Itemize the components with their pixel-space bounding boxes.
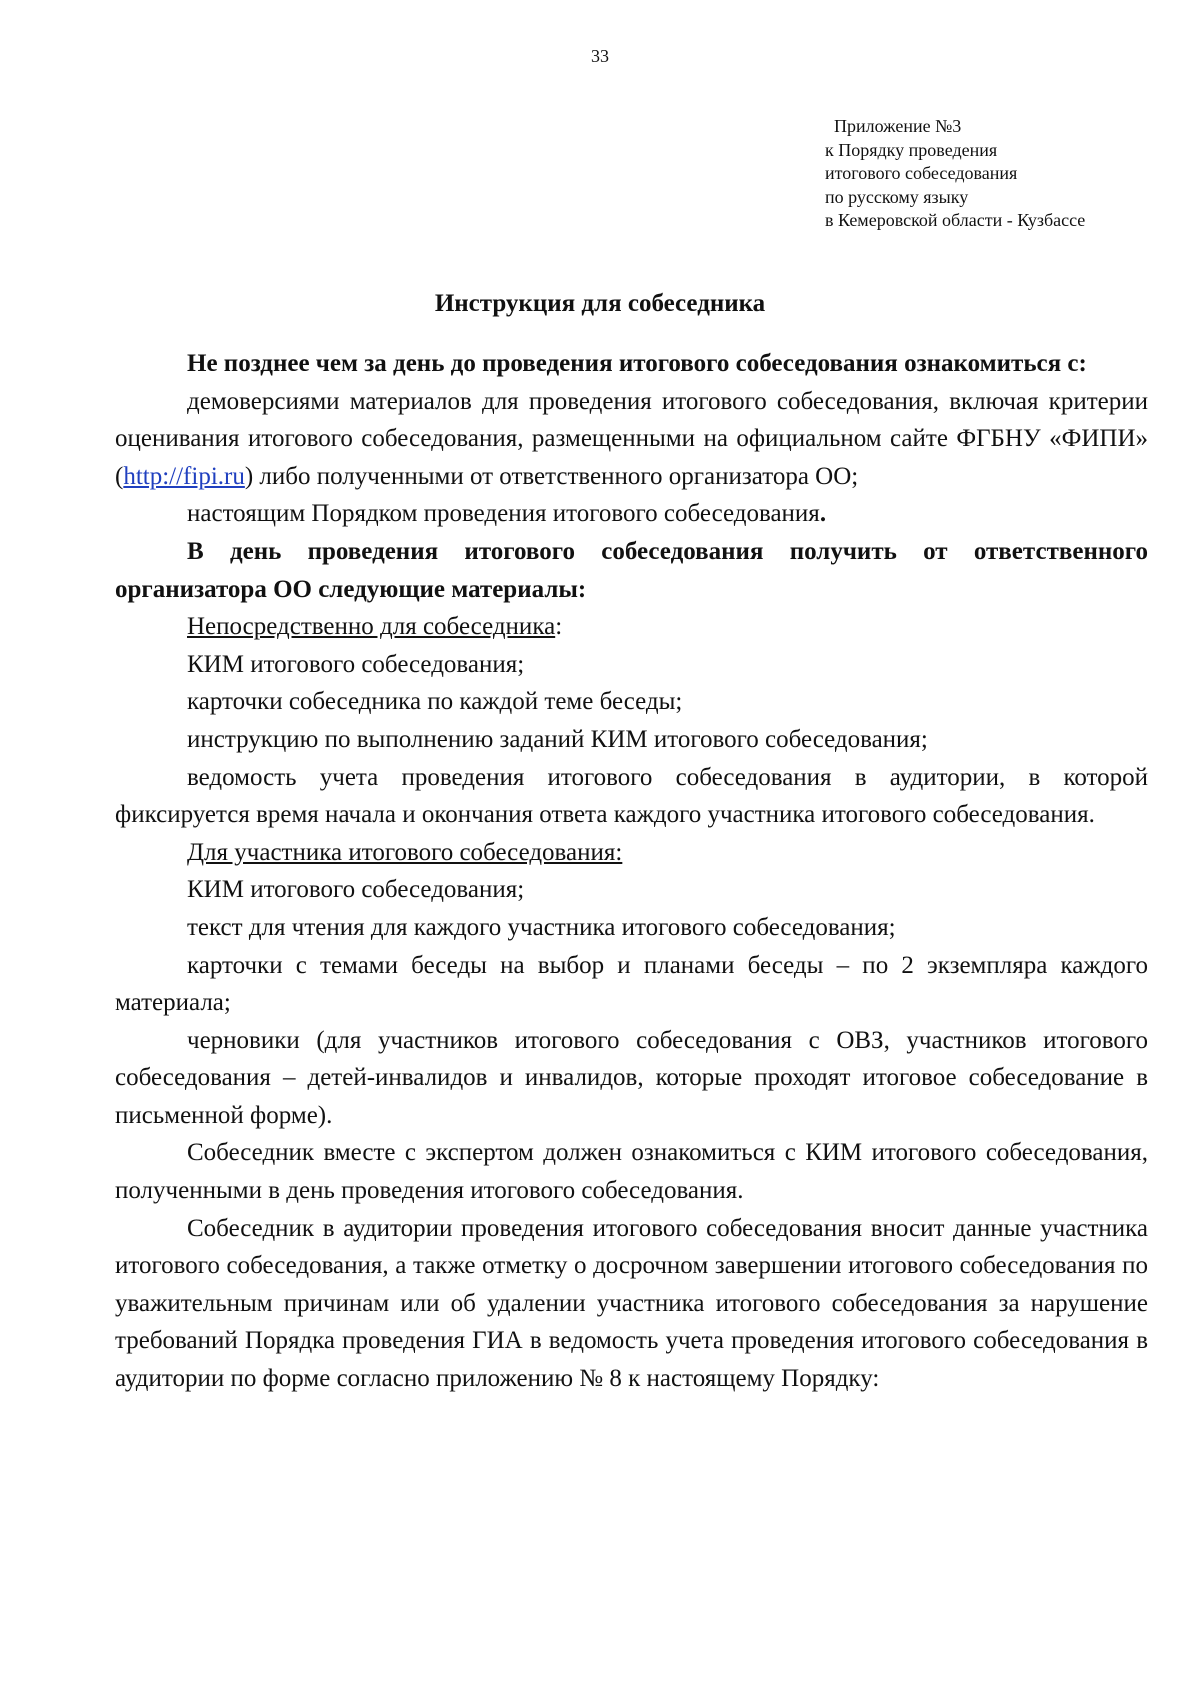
paragraph: ведомость учета проведения итогового собеседования в аудитории, в которой фиксируется время начала и окончания ответа каждого участника итогового собеседования. [115, 763, 1148, 829]
paragraph: текст для чтения для каждого участника итогового собеседования; [187, 913, 896, 941]
paragraph: карточки с темами беседы на выбор и планами беседы – по 2 экземпляра каждого материала; [115, 951, 1148, 1017]
paragraph [115, 834, 1148, 872]
paragraph [115, 383, 1148, 496]
paragraph: Собеседник вместе с экспертом должен ознакомиться с КИМ итогового собеседования, полученными в день проведения итогового собеседования. [115, 1139, 1148, 1205]
paragraph: черновики (для участников итогового собеседования с ОВЗ, участников итогового собеседования – детей-инвалидов и инвалидов, которые проходят итоговое собеседование в письменной форме). [115, 1026, 1148, 1129]
appendix-line: к Порядку проведения [825, 139, 998, 160]
paragraph: КИМ итогового собеседования; [187, 876, 525, 904]
page-number: 33 [591, 46, 609, 66]
paragraph: КИМ итогового собеседования; [187, 650, 525, 678]
appendix-line: Приложение №3 [834, 116, 962, 136]
paragraph-text: демоверсиями материалов для проведения итогового собеседования, включая критерии оценивания итогового собеседования, размещенными на официальном сайте ФГБНУ «ФИПИ» ( [115, 387, 1148, 490]
document-body [115, 345, 1148, 1398]
appendix-line: в Кемеровской области - Кузбассе [825, 210, 1086, 230]
paragraph-text: : [555, 613, 563, 641]
paragraph: инструкцию по выполнению заданий КИМ итогового собеседования; [187, 725, 928, 753]
appendix-line: итогового собеседования [825, 163, 1018, 183]
paragraph [115, 495, 1148, 533]
fipi-link[interactable]: http://fipi.ru [123, 462, 245, 490]
paragraph-text: . [819, 500, 827, 528]
appendix-header [825, 115, 1165, 233]
subheading: Непосредственно для собеседника [187, 613, 556, 641]
paragraph: карточки собеседника по каждой теме беседы; [187, 688, 683, 716]
appendix-line: по русскому языку [825, 186, 969, 207]
paragraph [115, 608, 1148, 646]
paragraph: Собеседник в аудитории проведения итогового собеседования вносит данные участника итогового собеседования, а также отметку о досрочном завершении итогового собеседования по уважительным причинам или об удалении участника итогового собеседования за нарушение требований Порядка проведения ГИА в ведомость учета проведения итогового собеседования в аудитории по форме согласно приложению № 8 к настоящему Порядку: [115, 1214, 1148, 1393]
paragraph-text: ) либо полученными от ответственного организатора ОО; [244, 462, 859, 490]
subheading: Для участника итогового собеседования: [187, 838, 623, 866]
document-title: Инструкция для собеседника [434, 290, 766, 317]
paragraph: В день проведения итогового собеседования получить от ответственного организатора ОО следующие материалы: [115, 537, 1148, 603]
paragraph-text: настоящим Порядком проведения итогового собеседования [187, 500, 820, 528]
paragraph: Не позднее чем за день до проведения итогового собеседования ознакомиться с: [187, 350, 1087, 377]
